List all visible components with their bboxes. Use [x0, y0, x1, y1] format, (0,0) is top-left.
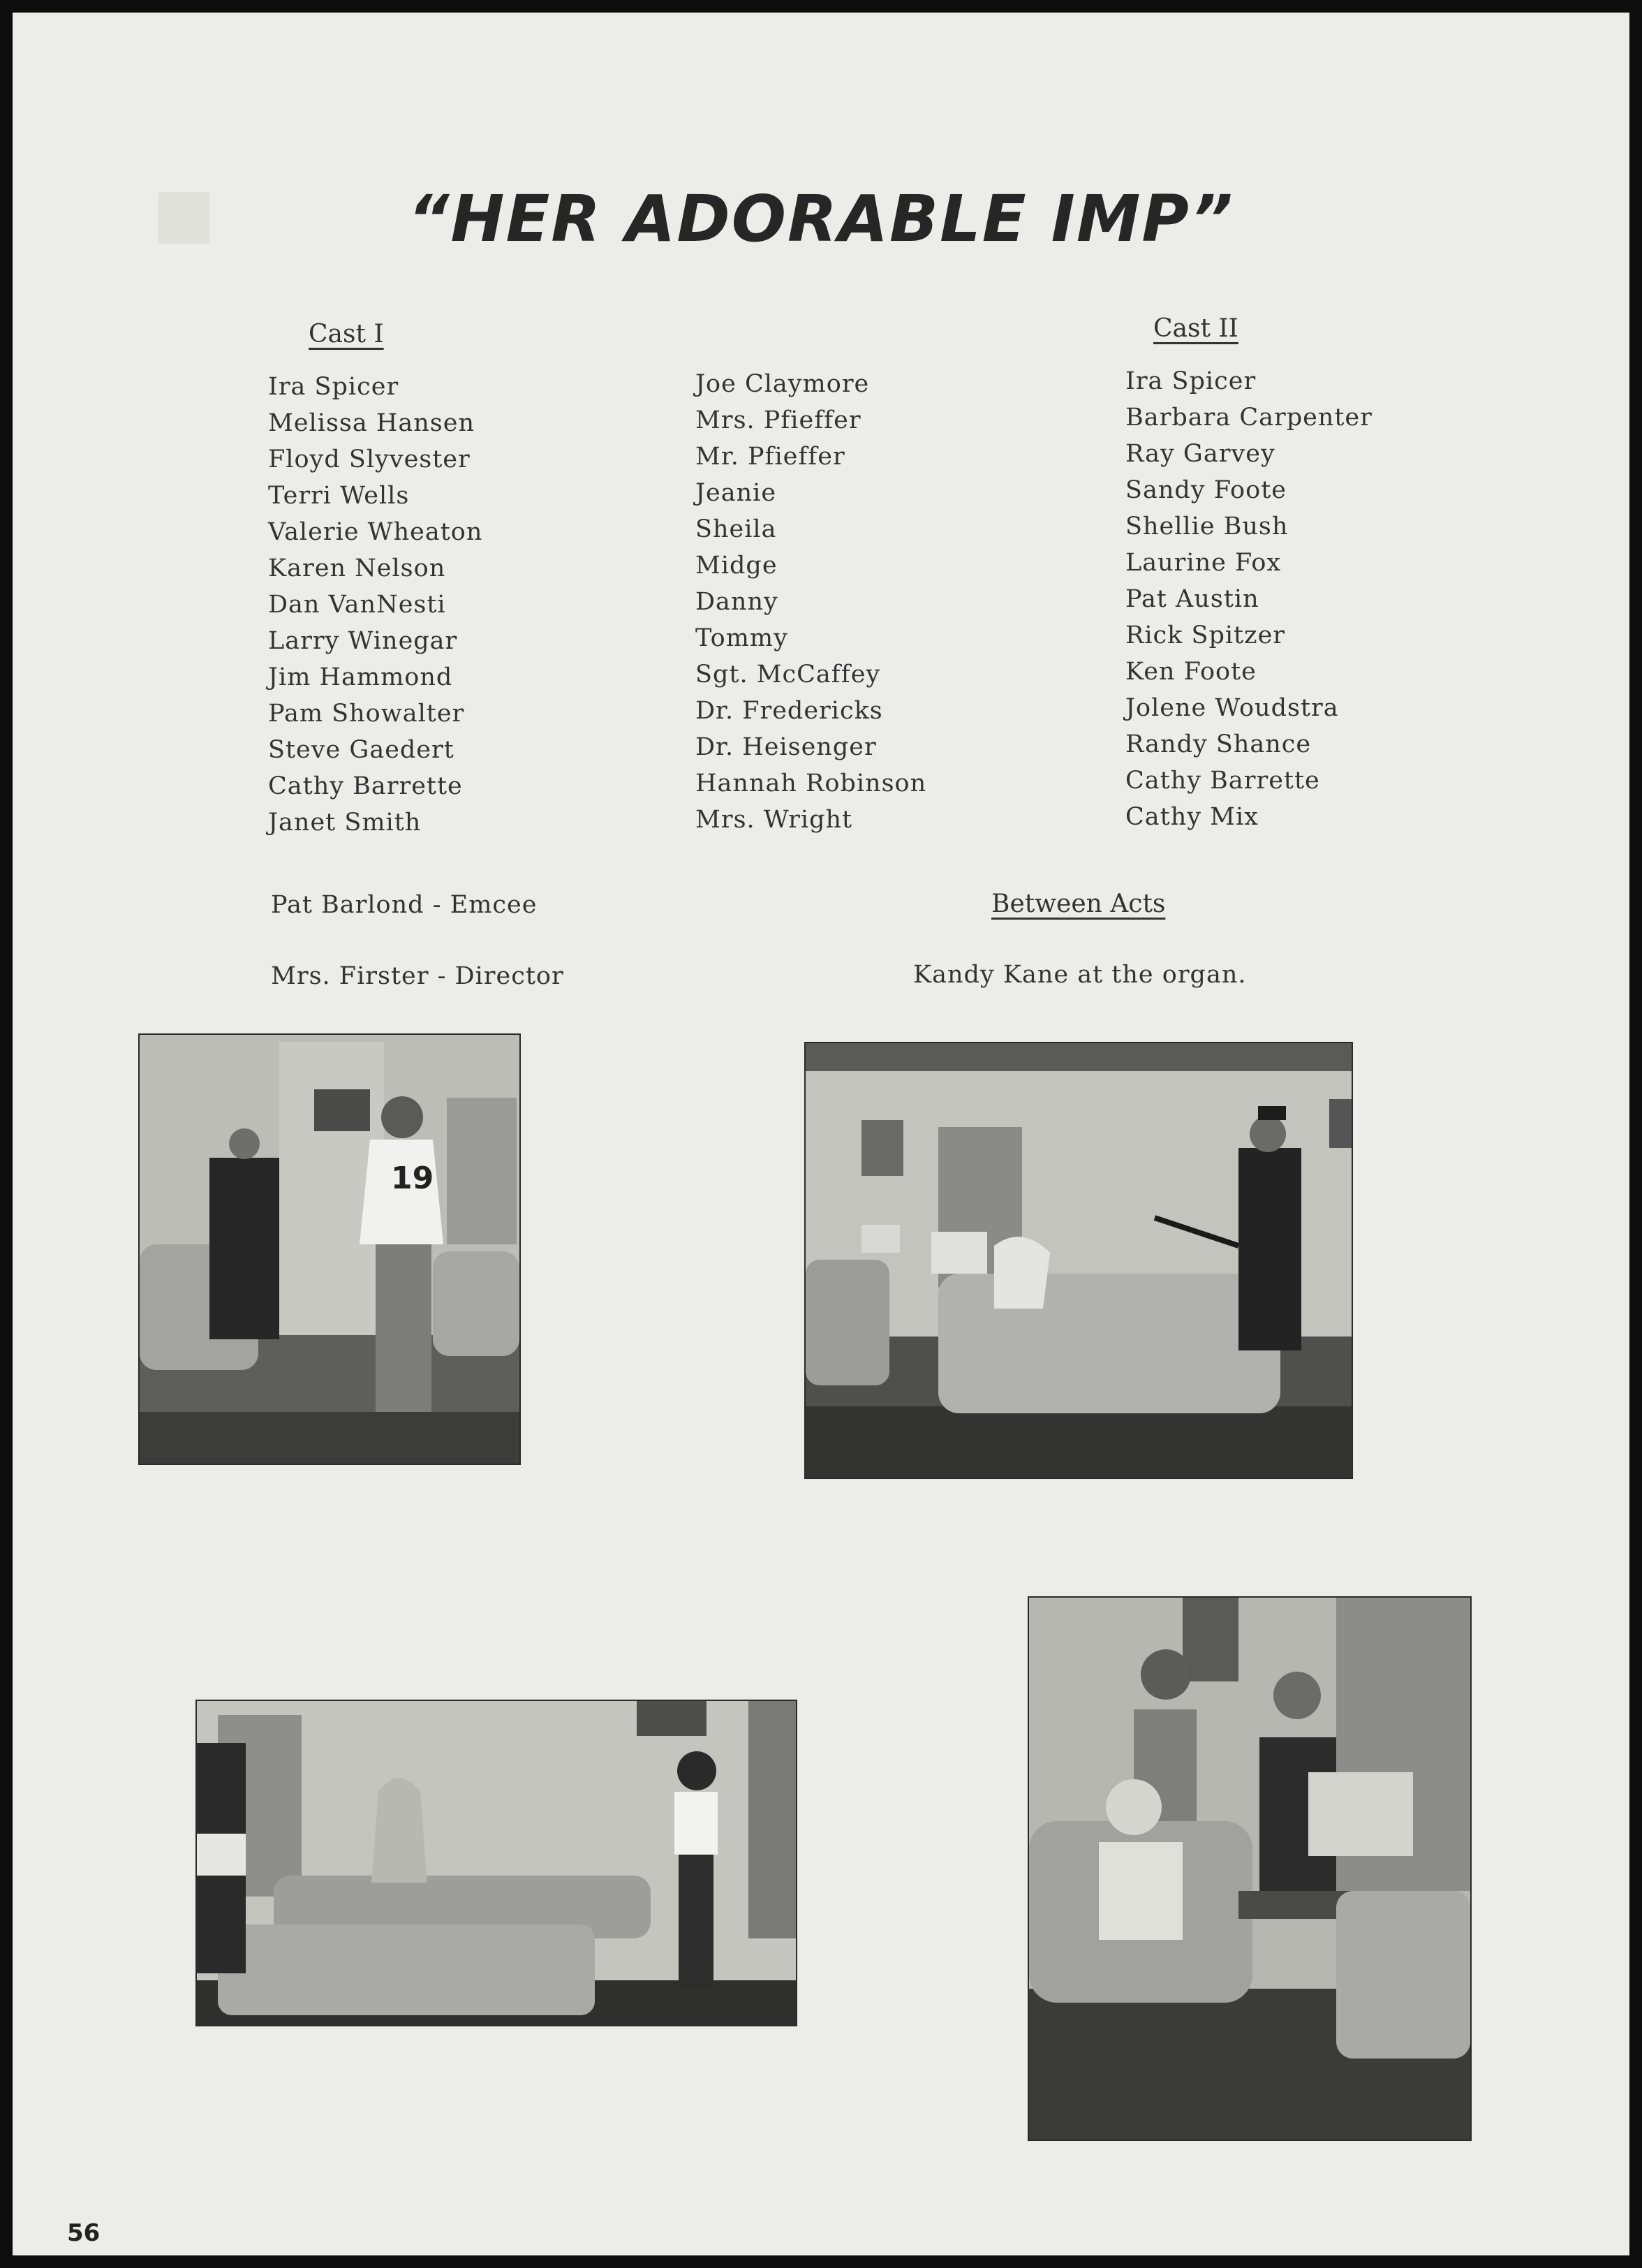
list-item: Barbara Carpenter — [1125, 404, 1373, 432]
list-item: Pat Austin — [1125, 585, 1259, 613]
list-item: Dan VanNesti — [268, 591, 446, 619]
list-item: Cathy Mix — [1125, 803, 1259, 831]
page-title: “HER ADORABLE IMP” — [408, 182, 1234, 256]
photo-stage-scene-1-image — [140, 1035, 519, 1464]
list-item: Shellie Bush — [1125, 513, 1289, 540]
photo-stage-scene-2-image — [806, 1043, 1352, 1478]
photo-stage-scene-1 — [138, 1033, 521, 1465]
list-item: Rick Spitzer — [1125, 621, 1286, 649]
director-credit: Mrs. Firster - Director — [271, 962, 564, 990]
list-item: Jolene Woudstra — [1125, 694, 1339, 722]
photo-stage-scene-2 — [804, 1042, 1353, 1479]
list-item: Steve Gaedert — [268, 736, 454, 764]
list-item: Jeanie — [695, 479, 777, 507]
list-item: Cathy Barrette — [268, 772, 463, 800]
list-item: Laurine Fox — [1125, 549, 1282, 577]
emcee-credit: Pat Barlond - Emcee — [271, 891, 538, 919]
list-item: Danny — [695, 588, 778, 616]
cast-two-list — [1125, 363, 1373, 835]
list-item: Pam Showalter — [268, 700, 465, 728]
list-item: Karen Nelson — [268, 554, 446, 582]
list-item: Midge — [695, 552, 778, 580]
list-item: Terri Wells — [268, 482, 410, 510]
list-item: Mrs. Pfieffer — [695, 406, 861, 434]
photo-stage-scene-4-image — [1029, 1598, 1470, 2140]
list-item: Ira Spicer — [268, 373, 399, 401]
list-item: Melissa Hansen — [268, 409, 475, 437]
list-item: Larry Winegar — [268, 627, 458, 655]
list-item: Joe Claymore — [695, 370, 870, 398]
cast-two-heading: Cast II — [1153, 314, 1238, 343]
list-item: Dr. Heisenger — [695, 733, 877, 761]
list-item: Tommy — [695, 624, 788, 652]
photo-stage-scene-4 — [1028, 1596, 1472, 2141]
between-acts-heading: Between Acts — [991, 890, 1166, 918]
bleed-through-shadow: ■ — [152, 173, 220, 251]
cast-one-list — [268, 369, 482, 841]
list-item: Mr. Pfieffer — [695, 443, 845, 471]
list-item: Ray Garvey — [1125, 440, 1275, 468]
list-item: Ira Spicer — [1125, 367, 1257, 395]
list-item: Ken Foote — [1125, 658, 1257, 686]
list-item: Randy Shance — [1125, 730, 1312, 758]
list-item: Floyd Slyvester — [268, 446, 471, 473]
list-item: Dr. Fredericks — [695, 697, 883, 725]
cast-one-heading: Cast I — [309, 320, 384, 348]
list-item: Sandy Foote — [1125, 476, 1287, 504]
jersey-number: 19 — [391, 1161, 434, 1196]
photo-stage-scene-3 — [195, 1700, 797, 2026]
list-item: Sgt. McCaffey — [695, 661, 881, 688]
list-item: Jim Hammond — [268, 663, 453, 691]
list-item: Hannah Robinson — [695, 770, 927, 797]
list-item: Cathy Barrette — [1125, 767, 1320, 795]
list-item: Sheila — [695, 515, 777, 543]
between-acts-text: Kandy Kane at the organ. — [913, 961, 1247, 989]
list-item: Valerie Wheaton — [268, 518, 483, 546]
list-item: Mrs. Wright — [695, 806, 853, 834]
yearbook-page — [13, 13, 1629, 2255]
photo-stage-scene-3-image — [197, 1701, 796, 2025]
character-list — [695, 366, 926, 838]
list-item: Janet Smith — [268, 809, 422, 837]
page-number: 56 — [67, 2219, 101, 2247]
